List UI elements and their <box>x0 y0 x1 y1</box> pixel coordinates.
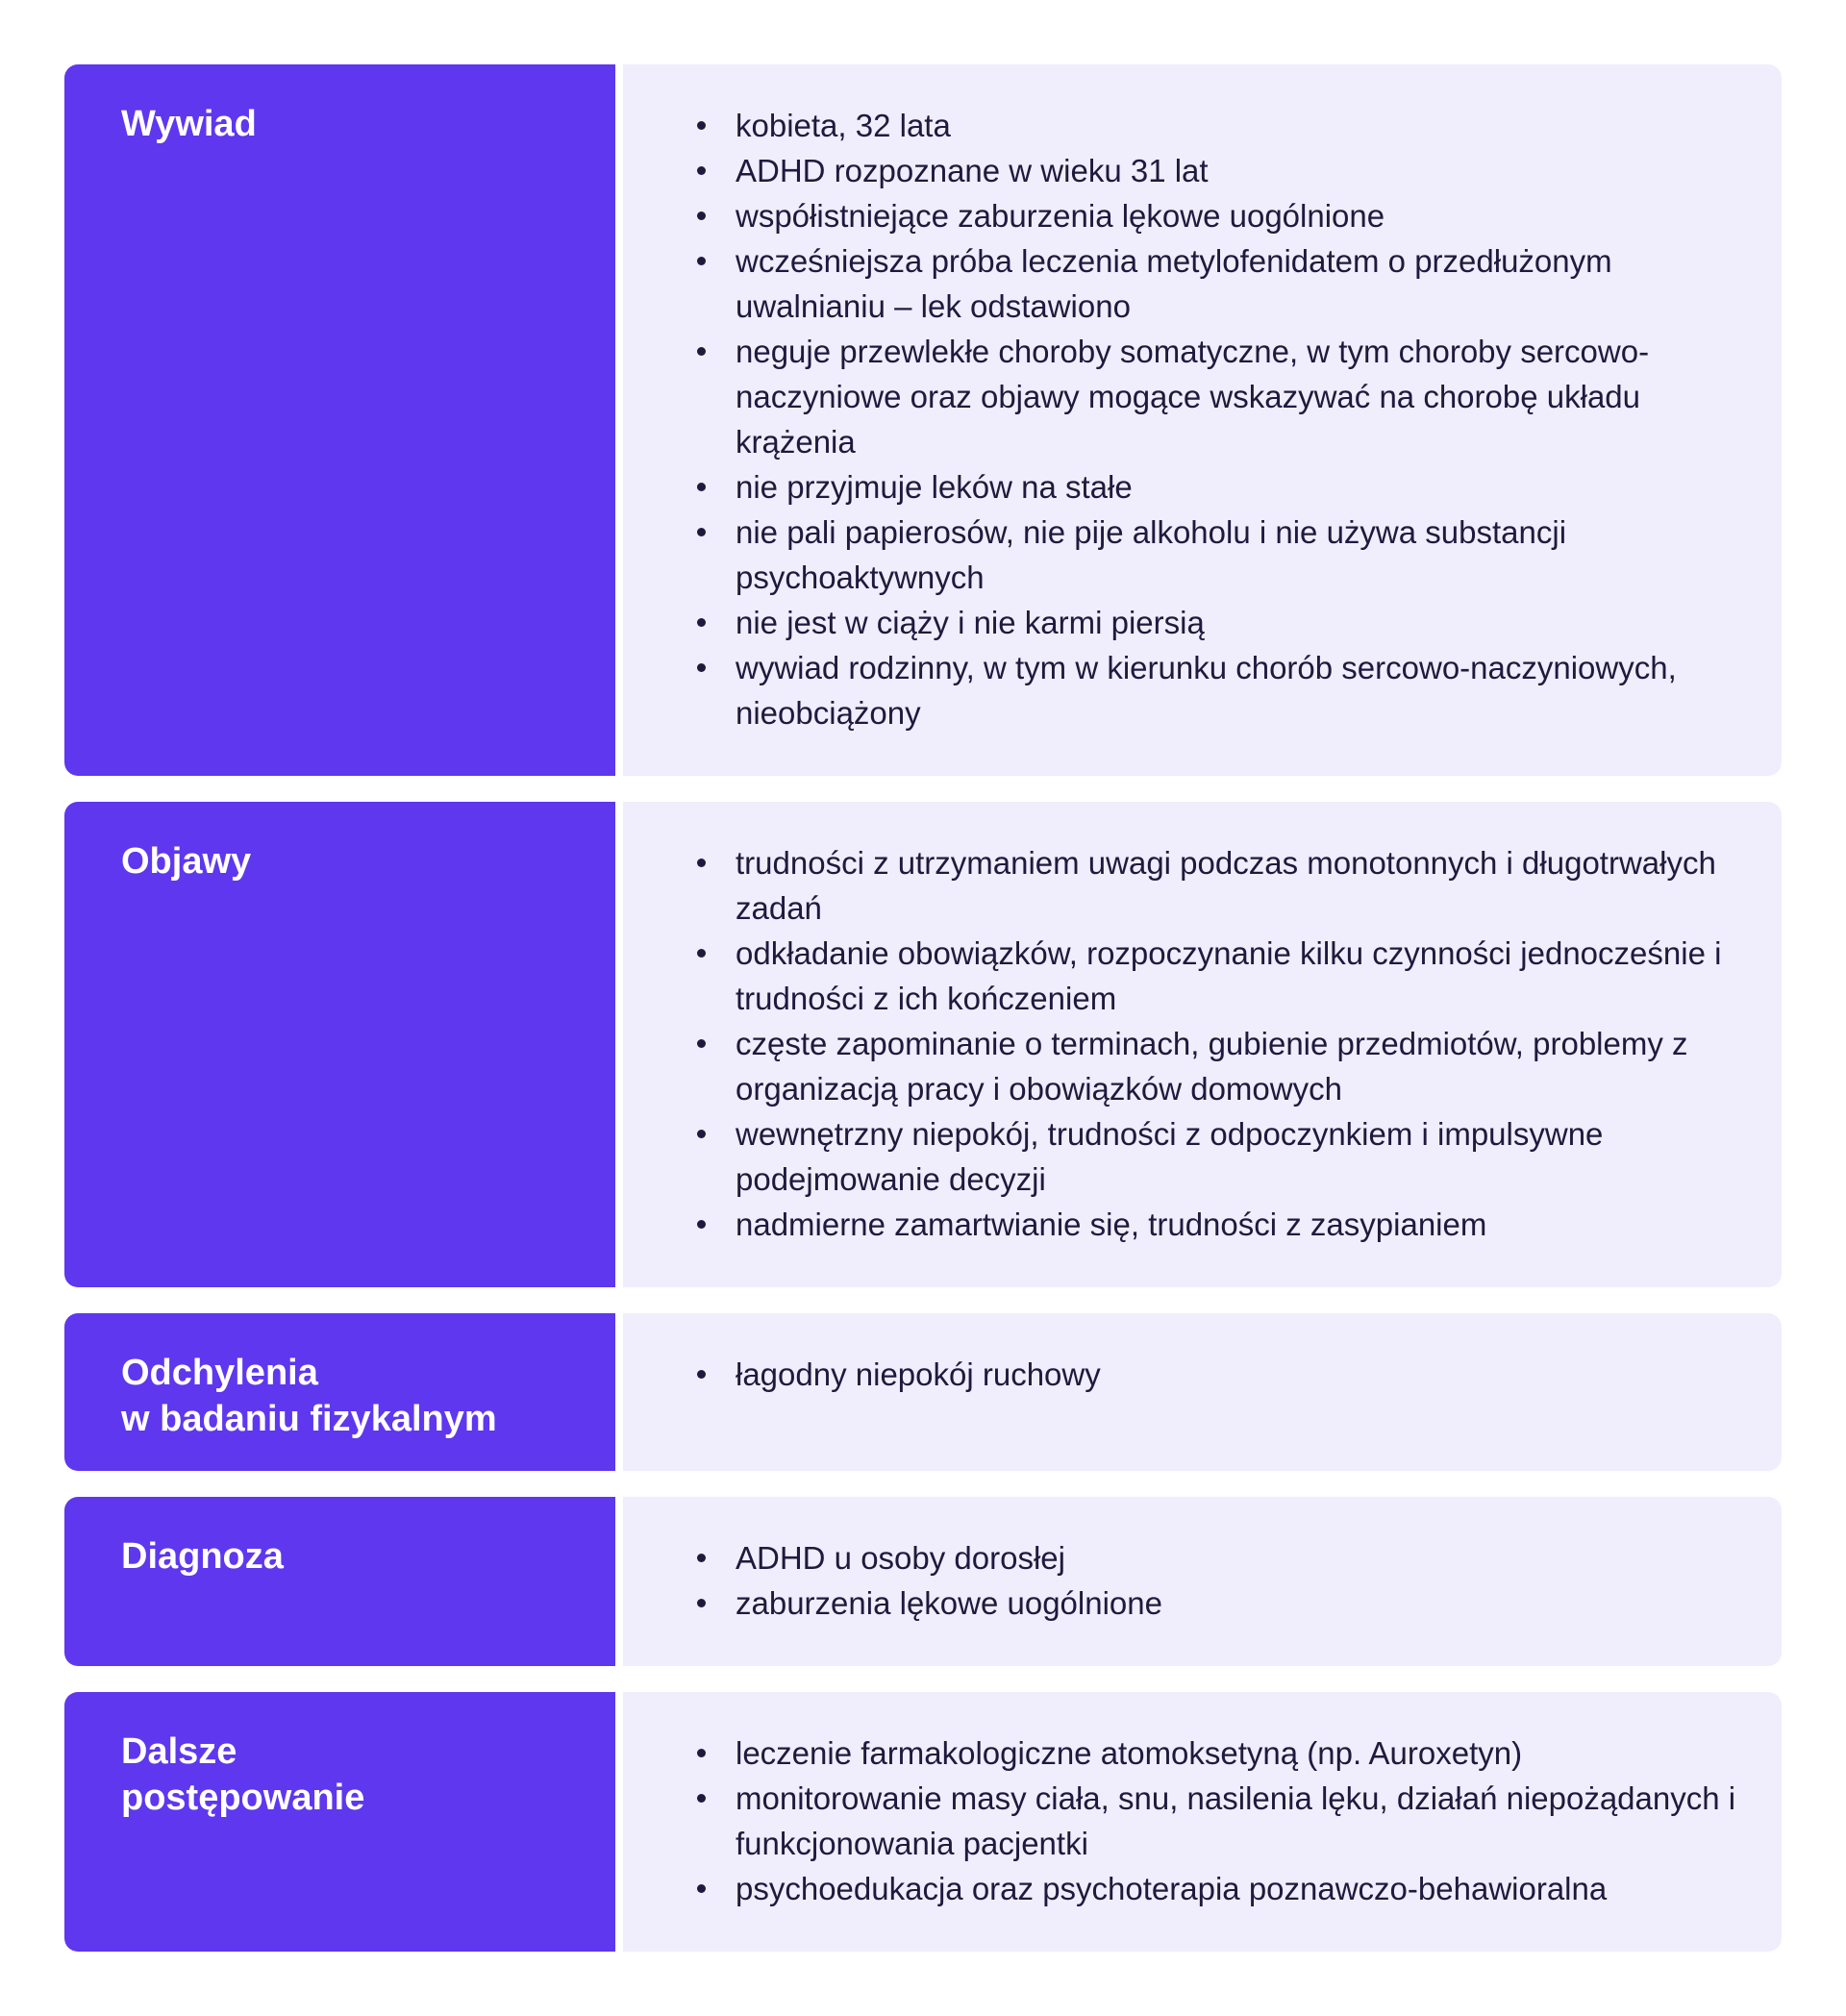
list-item: wewnętrzny niepokój, trudności z odpoczynkiem i impulsywne podejmowanie decyzji <box>685 1111 1743 1202</box>
list-item: neguje przewlekłe choroby somatyczne, w tym choroby sercowo-naczyniowe oraz objawy mogące wskazywać na chorobę układu krążenia <box>685 329 1743 464</box>
row-wywiad <box>64 64 1782 776</box>
row-content <box>623 802 1782 1287</box>
row-label: Objawy <box>64 802 615 1287</box>
row-dalsze-postepowanie <box>64 1692 1782 1952</box>
row-content <box>623 1313 1782 1471</box>
list-item: psychoedukacja oraz psychoterapia poznawczo-behawioralna <box>685 1866 1743 1911</box>
row-label: Wywiad <box>64 64 615 776</box>
list-item: nadmierne zamartwianie się, trudności z zasypianiem <box>685 1202 1743 1247</box>
row-diagnoza <box>64 1497 1782 1666</box>
row-content <box>623 1497 1782 1666</box>
row-label: Dalsze postępowanie <box>64 1692 615 1952</box>
list-item: częste zapominanie o terminach, gubienie przedmiotów, problemy z organizacją pracy i obowiązków domowych <box>685 1021 1743 1111</box>
row-objawy <box>64 802 1782 1287</box>
list-item: monitorowanie masy ciała, snu, nasilenia lęku, działań niepożądanych i funkcjonowania pacjentki <box>685 1776 1743 1866</box>
list-item: nie pali papierosów, nie pije alkoholu i nie używa substancji psychoaktywnych <box>685 510 1743 600</box>
bullet-list <box>685 1730 1743 1911</box>
list-item: ADHD u osoby dorosłej <box>685 1535 1743 1580</box>
row-odchylenia <box>64 1313 1782 1471</box>
bullet-list <box>685 1535 1743 1626</box>
list-item: nie przyjmuje leków na stałe <box>685 464 1743 510</box>
list-item: wywiad rodzinny, w tym w kierunku chorób sercowo-naczyniowych, nieobciążony <box>685 645 1743 735</box>
list-item: odkładanie obowiązków, rozpoczynanie kilku czynności jednocześnie i trudności z ich kończeniem <box>685 931 1743 1021</box>
row-content <box>623 64 1782 776</box>
list-item: ADHD rozpoznane w wieku 31 lat <box>685 148 1743 193</box>
list-item: nie jest w ciąży i nie karmi piersią <box>685 600 1743 645</box>
case-summary-table <box>64 64 1782 1978</box>
row-label: Odchylenia w badaniu fizykalnym <box>64 1313 615 1471</box>
list-item: współistniejące zaburzenia lękowe uogólnione <box>685 193 1743 238</box>
row-label: Diagnoza <box>64 1497 615 1666</box>
list-item: zaburzenia lękowe uogólnione <box>685 1580 1743 1626</box>
bullet-list <box>685 840 1743 1247</box>
list-item: trudności z utrzymaniem uwagi podczas monotonnych i długotrwałych zadań <box>685 840 1743 931</box>
row-content <box>623 1692 1782 1952</box>
bullet-list <box>685 103 1743 735</box>
bullet-list <box>685 1352 1743 1397</box>
list-item: łagodny niepokój ruchowy <box>685 1352 1743 1397</box>
list-item: kobieta, 32 lata <box>685 103 1743 148</box>
list-item: leczenie farmakologiczne atomoksetyną (np. Auroxetyn) <box>685 1730 1743 1776</box>
list-item: wcześniejsza próba leczenia metylofenidatem o przedłużonym uwalnianiu – lek odstawiono <box>685 238 1743 329</box>
